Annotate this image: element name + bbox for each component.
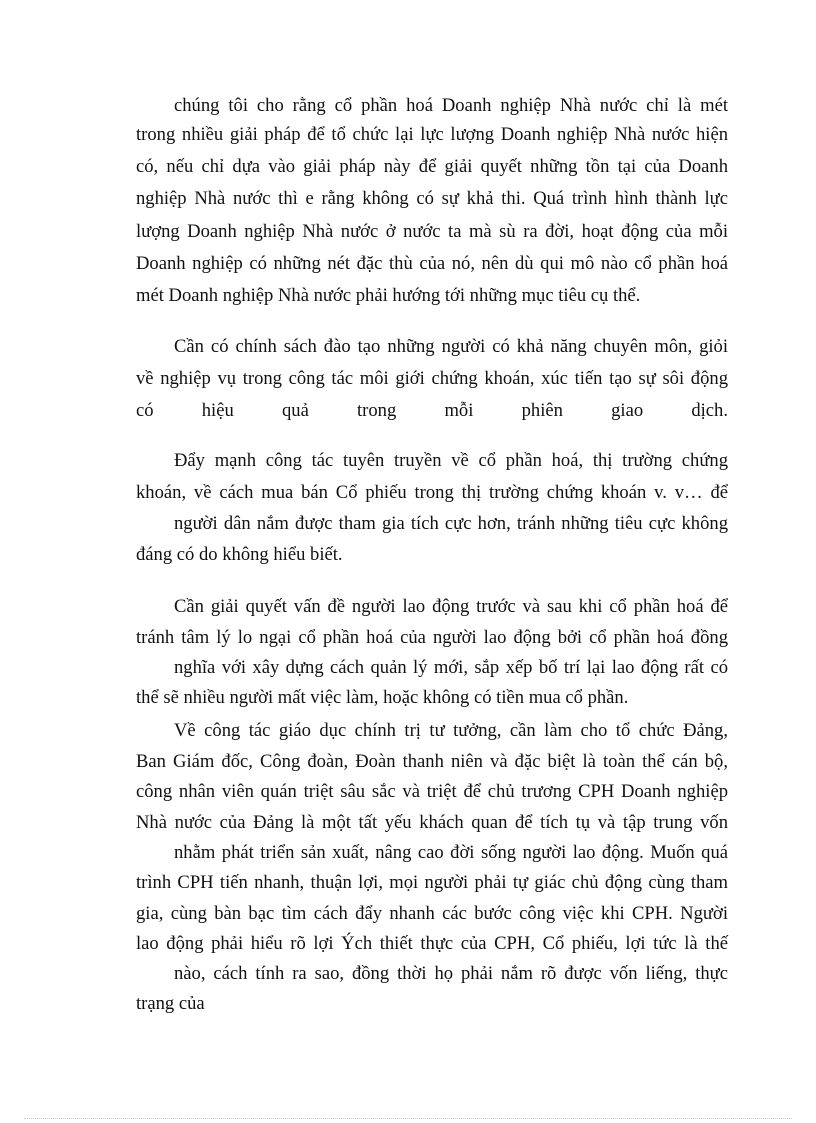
text-line: Doanh nghiệp có những nét đặc thù của nó, nên dù qui mô nào cổ phần hoá	[136, 253, 728, 274]
text-line: Nhà nước của Đảng là một tất yếu khách quan để tích tụ và tập trung vốn	[136, 812, 728, 833]
text-line: khoán, về cách mua bán Cổ phiếu trong thị trường chứng khoán v. v… để	[136, 482, 728, 503]
text-line: có, nếu chỉ dựa vào giải pháp này để giải quyết những tồn tại của Doanh	[136, 156, 728, 177]
text-line: trong nhiều giải pháp để tổ chức lại lực lượng Doanh nghiệp Nhà nước hiện	[136, 124, 728, 145]
text-line: về nghiệp vụ trong công tác môi giới chứng khoán, xúc tiến tạo sự sôi động	[136, 368, 728, 389]
text-line: Về công tác giáo dục chính trị tư tưởng, cần làm cho tổ chức Đảng,	[174, 720, 728, 741]
text-line: nghĩa với xây dựng cách quản lý mới, sắp xếp bố trí lại lao động rất có	[174, 657, 728, 678]
text-line: thể sẽ nhiều người mất việc làm, hoặc không có tiền mua cổ phần.	[136, 687, 629, 708]
page-bottom-border	[24, 1118, 792, 1119]
text-line: Cần giải quyết vấn đề người lao động trước và sau khi cổ phần hoá để	[174, 596, 728, 617]
text-line: người dân nắm được tham gia tích cực hơn, tránh những tiêu cực không	[174, 513, 728, 534]
text-line: trạng của	[136, 993, 205, 1014]
text-line: có hiệu quả trong mỗi phiên giao dịch.	[136, 400, 728, 421]
text-line: Ban Giám đốc, Công đoàn, Đoàn thanh niên và đặc biệt là toàn thể cán bộ,	[136, 751, 728, 772]
text-line: chúng tôi cho rằng cổ phần hoá Doanh nghiệp Nhà nước chỉ là mét	[174, 95, 728, 116]
text-line: lao động phải hiểu rõ lợi Ých thiết thực của CPH, Cổ phiếu, lợi tức là thế	[136, 933, 728, 954]
text-line: nghiệp Nhà nước thì e rằng không có sự khả thi. Quá trình hình thành lực	[136, 188, 728, 209]
text-line: Cần có chính sách đào tạo những người có khả năng chuyên môn, giỏi	[174, 336, 728, 357]
text-line: trình CPH tiến nhanh, thuận lợi, mọi người phải tự giác chủ động cùng tham	[136, 872, 728, 893]
text-line: gia, cùng bàn bạc tìm cách đẩy nhanh các bước công việc khi CPH. Người	[136, 903, 728, 924]
text-line: nào, cách tính ra sao, đồng thời họ phải nắm rõ được vốn liếng, thực	[174, 963, 728, 984]
text-line: lượng Doanh nghiệp Nhà nước ở nước ta mà sù ra đời, hoạt động của mỗi	[136, 221, 728, 242]
text-line: tránh tâm lý lo ngại cổ phần hoá của người lao động bởi cổ phần hoá đồng	[136, 627, 728, 648]
text-line: Đẩy mạnh công tác tuyên truyền về cổ phần hoá, thị trường chứng	[174, 450, 728, 471]
text-line: mét Doanh nghiệp Nhà nước phải hướng tới những mục tiêu cụ thể.	[136, 285, 641, 306]
text-line: công nhân viên quán triệt sâu sắc và triệt để chủ trương CPH Doanh nghiệp	[136, 781, 728, 802]
text-line: nhằm phát triển sản xuất, nâng cao đời sống người lao động. Muốn quá	[174, 842, 728, 863]
text-line: đáng có do không hiểu biết.	[136, 544, 343, 565]
